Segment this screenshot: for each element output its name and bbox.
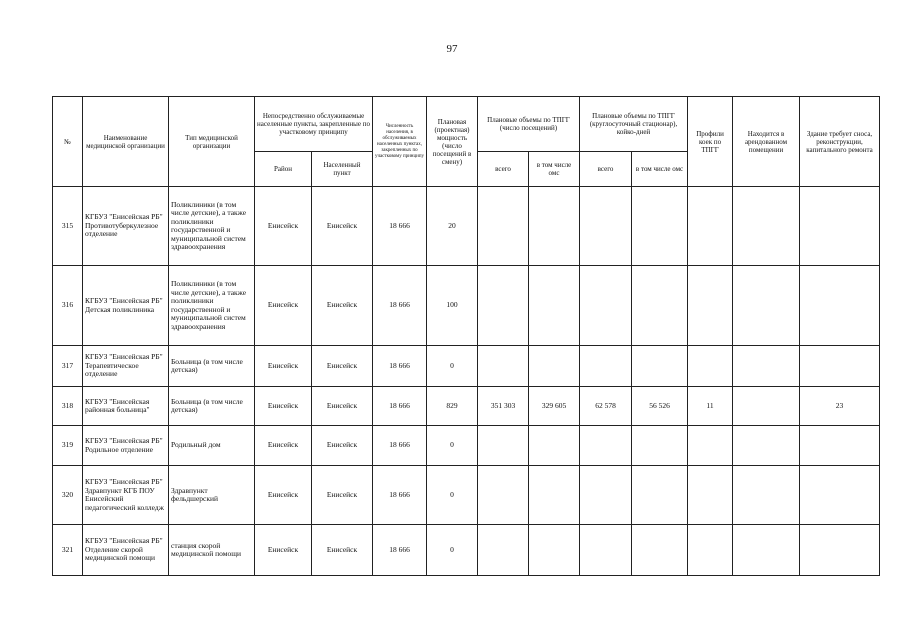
cell-type: Поликлиники (в том числе детские), а также поликлиники государственной и муниципальной систем здравоохранения	[169, 187, 255, 266]
page-number: 97	[446, 43, 458, 55]
cell-district: Енисейск	[255, 387, 312, 426]
table-row	[53, 187, 880, 266]
cell-population: 18 666	[373, 266, 427, 346]
cell-repair	[800, 187, 880, 266]
table-row	[53, 346, 880, 387]
cell-rented	[733, 426, 800, 466]
cell-visits-total	[478, 525, 529, 576]
table-row	[53, 426, 880, 466]
cell-rented	[733, 466, 800, 525]
cell-org: КГБУЗ "Енисейская районная больница"	[83, 387, 169, 426]
cell-beds-total	[580, 346, 632, 387]
cell-visits-oms	[529, 346, 580, 387]
header-org: Наименование медицинской организации	[83, 97, 169, 187]
header-visits-oms: в том числе омс	[529, 152, 580, 187]
cell-population: 18 666	[373, 387, 427, 426]
header-population: Численность населения, в обслуживаемых населенных пунктах, закрепленных по участковому принципу	[373, 97, 427, 187]
cell-capacity: 0	[427, 525, 478, 576]
cell-visits-total	[478, 466, 529, 525]
cell-num: 321	[53, 525, 83, 576]
cell-org: КГБУЗ "Енисейская РБ" Терапевтическое отделение	[83, 346, 169, 387]
cell-num: 317	[53, 346, 83, 387]
cell-capacity: 829	[427, 387, 478, 426]
cell-settlement: Енисейск	[312, 525, 373, 576]
cell-district: Енисейск	[255, 466, 312, 525]
cell-type: Больница (в том числе детская)	[169, 387, 255, 426]
cell-capacity: 0	[427, 346, 478, 387]
cell-beds-oms	[632, 266, 688, 346]
table-row	[53, 466, 880, 525]
cell-repair	[800, 426, 880, 466]
cell-type: Здравпункт фельдшерский	[169, 466, 255, 525]
header-beds-oms: в том числе омс	[632, 152, 688, 187]
cell-beds-total: 62 578	[580, 387, 632, 426]
header-repair: Здание требует сноса, реконструкции, капитального ремонта	[800, 97, 880, 187]
cell-population: 18 666	[373, 426, 427, 466]
cell-repair	[800, 346, 880, 387]
cell-repair	[800, 266, 880, 346]
cell-num: 318	[53, 387, 83, 426]
cell-visits-total	[478, 426, 529, 466]
cell-beds-total	[580, 466, 632, 525]
cell-visits-oms	[529, 426, 580, 466]
table-body	[53, 187, 880, 576]
cell-profile	[688, 525, 733, 576]
header-district: Район	[255, 152, 312, 187]
header-capacity: Плановая (проектная) мощность (число посещений в смену)	[427, 97, 478, 187]
cell-visits-oms	[529, 266, 580, 346]
header-beds-group: Плановые объемы по ТПГГ (круглосуточный стационар), койко-дней	[580, 97, 688, 152]
cell-profile: 11	[688, 387, 733, 426]
cell-capacity: 0	[427, 426, 478, 466]
cell-capacity: 0	[427, 466, 478, 525]
header-visits-total: всего	[478, 152, 529, 187]
header-served-group: Непосредственно обслуживаемые населенные пункты, закрепленные по участковому принципу	[255, 97, 373, 152]
cell-beds-oms	[632, 346, 688, 387]
cell-profile	[688, 187, 733, 266]
cell-settlement: Енисейск	[312, 346, 373, 387]
cell-org: КГБУЗ "Енисейская РБ" Родильное отделение	[83, 426, 169, 466]
cell-profile	[688, 346, 733, 387]
cell-rented	[733, 266, 800, 346]
header-profile: Профили коек по ТПГГ	[688, 97, 733, 187]
medical-organizations-table	[52, 96, 880, 576]
cell-visits-oms	[529, 525, 580, 576]
cell-capacity: 20	[427, 187, 478, 266]
cell-rented	[733, 346, 800, 387]
cell-population: 18 666	[373, 346, 427, 387]
cell-settlement: Енисейск	[312, 387, 373, 426]
cell-population: 18 666	[373, 525, 427, 576]
cell-num: 316	[53, 266, 83, 346]
cell-num: 319	[53, 426, 83, 466]
cell-repair: 23	[800, 387, 880, 426]
cell-settlement: Енисейск	[312, 426, 373, 466]
cell-population: 18 666	[373, 466, 427, 525]
cell-district: Енисейск	[255, 426, 312, 466]
table-row	[53, 266, 880, 346]
cell-settlement: Енисейск	[312, 466, 373, 525]
header-num: №	[53, 97, 83, 187]
cell-beds-oms	[632, 466, 688, 525]
cell-beds-oms	[632, 187, 688, 266]
cell-repair	[800, 466, 880, 525]
cell-settlement: Енисейск	[312, 187, 373, 266]
cell-district: Енисейск	[255, 346, 312, 387]
cell-district: Енисейск	[255, 187, 312, 266]
cell-beds-total	[580, 525, 632, 576]
cell-org: КГБУЗ "Енисейская РБ" Детская поликлиника	[83, 266, 169, 346]
cell-type: станция скорой медицинской помощи	[169, 525, 255, 576]
header-settlement: Населенный пункт	[312, 152, 373, 187]
header-beds-total: всего	[580, 152, 632, 187]
table-header	[53, 97, 880, 187]
cell-num: 315	[53, 187, 83, 266]
cell-visits-total	[478, 346, 529, 387]
cell-beds-oms	[632, 525, 688, 576]
cell-profile	[688, 266, 733, 346]
cell-visits-total	[478, 187, 529, 266]
header-visits-group: Плановые объемы по ТПГГ (число посещений)	[478, 97, 580, 152]
cell-visits-oms	[529, 187, 580, 266]
cell-org: КГБУЗ "Енисейская РБ" Отделение скорой медицинской помощи	[83, 525, 169, 576]
cell-beds-oms: 56 526	[632, 387, 688, 426]
cell-org: КГБУЗ "Енисейская РБ" Здравпункт КГБ ПОУ Енисейский педагогический колледж	[83, 466, 169, 525]
table-row	[53, 387, 880, 426]
cell-beds-total	[580, 426, 632, 466]
cell-num: 320	[53, 466, 83, 525]
cell-visits-oms	[529, 466, 580, 525]
header-rented: Находится в арендованном помещении	[733, 97, 800, 187]
cell-type: Родильный дом	[169, 426, 255, 466]
header-type: Тип медицинской организации	[169, 97, 255, 187]
cell-rented	[733, 187, 800, 266]
cell-rented	[733, 525, 800, 576]
cell-population: 18 666	[373, 187, 427, 266]
cell-beds-total	[580, 187, 632, 266]
cell-type: Больница (в том числе детская)	[169, 346, 255, 387]
cell-visits-oms: 329 605	[529, 387, 580, 426]
cell-visits-total	[478, 266, 529, 346]
cell-district: Енисейск	[255, 525, 312, 576]
cell-visits-total: 351 303	[478, 387, 529, 426]
cell-settlement: Енисейск	[312, 266, 373, 346]
cell-type: Поликлиники (в том числе детские), а также поликлиники государственной и муниципальной систем здравоохранения	[169, 266, 255, 346]
cell-profile	[688, 466, 733, 525]
cell-capacity: 100	[427, 266, 478, 346]
cell-beds-total	[580, 266, 632, 346]
cell-rented	[733, 387, 800, 426]
cell-repair	[800, 525, 880, 576]
cell-profile	[688, 426, 733, 466]
cell-org: КГБУЗ "Енисейская РБ" Противотуберкулезное отделение	[83, 187, 169, 266]
cell-district: Енисейск	[255, 266, 312, 346]
table-row	[53, 525, 880, 576]
cell-beds-oms	[632, 426, 688, 466]
